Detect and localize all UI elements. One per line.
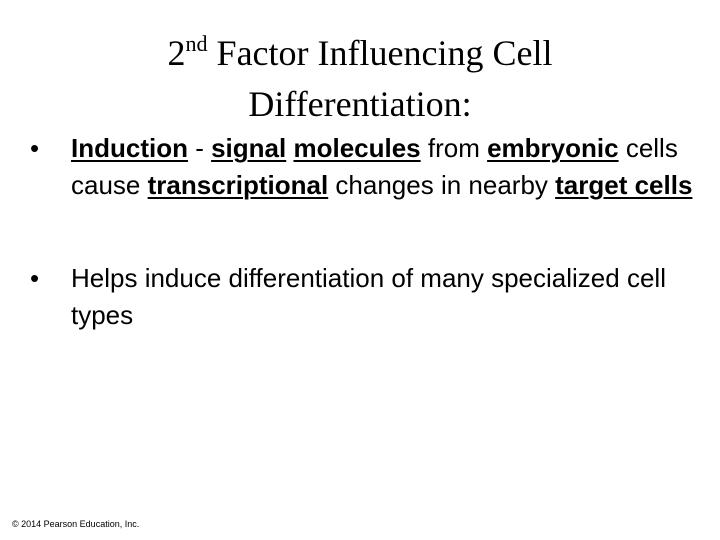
text-changes-in-nearby: changes in nearby	[328, 170, 556, 200]
bullet-list	[30, 130, 700, 334]
copyright-notice: © 2014 Pearson Education, Inc.	[12, 519, 140, 529]
term-transcriptional: transcriptional	[147, 170, 329, 200]
slide-title	[60, 30, 660, 127]
text-from: from	[420, 133, 488, 163]
term-embryonic: embryonic	[487, 133, 619, 163]
bullet-item-induction	[30, 130, 700, 204]
term-signal: signal	[211, 133, 287, 163]
title-line2-text: Differentiation:	[248, 84, 472, 124]
bullet-marker: •	[30, 263, 40, 293]
bullet-item-helps-induce	[30, 260, 700, 334]
term-target-cells: target cells	[555, 170, 693, 200]
bullet-text: Helps induce differentiation of many specialized cell types	[71, 263, 666, 330]
title-ordinal-number: 2	[167, 33, 186, 73]
text-cells-cause: cells cause	[71, 133, 678, 200]
bullet-marker: •	[30, 133, 40, 163]
title-ordinal-suffix: nd	[185, 31, 208, 56]
title-line1-text: Factor Influencing Cell	[207, 33, 553, 73]
text-dash: -	[187, 133, 212, 163]
term-induction: Induction	[71, 133, 188, 163]
term-molecules: molecules	[293, 133, 421, 163]
